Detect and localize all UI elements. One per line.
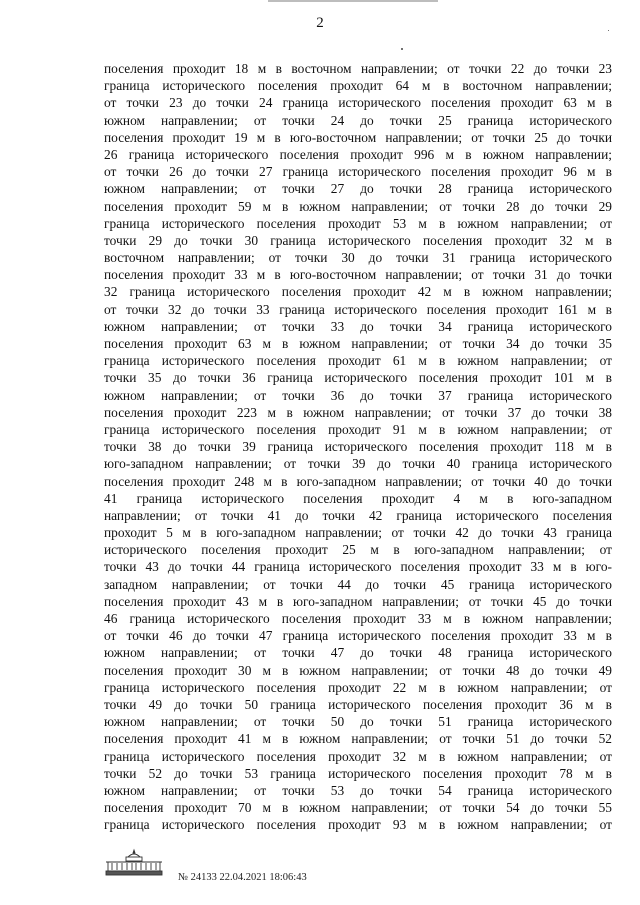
text-line: поселения проходит 33 м в юго-восточном направлении; от точки 31 до точки [104,267,612,283]
text-line: направлении; от точки 41 до точки 42 граница исторического поселения [104,507,612,523]
text-line: южном направлении; от точки 50 до точки 51 граница исторического [104,714,612,730]
text-line: юго-западном направлении; от точки 39 до точки 40 граница исторического [104,456,612,472]
text-line: западном направлении; от точки 44 до точки 45 граница исторического [104,576,612,592]
text-line: южном направлении; от точки 33 до точки 34 граница исторического [104,318,612,334]
text-line: граница исторического поселения проходит 64 м в восточном направлении; [104,78,612,94]
text-line: поселения проходит 18 м в восточном направлении; от точки 22 до точки 23 [104,61,612,76]
text-line: 46 граница исторического поселения проходит 33 м в южном направлении; [104,611,612,626]
text-line: южном направлении; от точки 27 до точки 28 граница исторического [104,181,612,197]
text-line: от точки 26 до точки 27 граница исторического поселения проходит 96 м в [104,164,612,180]
text-line: от точки 23 до точки 24 граница исторического поселения проходит 63 м в [104,95,612,111]
text-line: восточном направлении; от точки 30 до точки 31 граница исторического [104,250,612,266]
text-line: 41 граница исторического поселения проходит 4 м в юго-западном [104,490,612,506]
text-line: южном направлении; от точки 53 до точки 54 граница исторического [104,782,612,798]
scan-edge-mark [268,0,438,2]
text-line: граница исторического поселения проходит 32 м в южном направлении; от [104,748,612,764]
text-line: граница исторического поселения проходит 53 м в южном направлении; от [104,215,612,231]
text-line: исторического поселения проходит 25 м в юго-западном направлении; от [104,542,612,558]
text-line: поселения проходит 63 м в южном направлении; от точки 34 до точки 35 [104,336,612,351]
text-line: южном направлении; от точки 47 до точки 48 граница исторического [104,645,612,661]
text-line: поселения проходит 223 м в южном направлении; от точки 37 до точки 38 [104,404,612,420]
text-line: точки 35 до точки 36 граница исторического поселения проходит 101 м в [104,370,612,386]
text-line: поселения проходит 70 м в южном направлении; от точки 54 до точки 55 [104,800,612,816]
government-building-stamp-icon [104,848,164,878]
text-line: поселения проходит 59 м в южном направлении; от точки 28 до точки 29 [104,198,612,214]
text-line: точки 38 до точки 39 граница исторического поселения проходит 118 м в [104,439,612,455]
text-line: точки 49 до точки 50 граница исторического поселения проходит 36 м в [104,696,612,712]
text-line: от точки 32 до точки 33 граница исторического поселения проходит 161 м в [104,301,612,317]
text-line: 32 граница исторического поселения проходит 42 м в южном направлении; [104,284,612,300]
document-footer [104,848,424,888]
text-line: граница исторического поселения проходит 61 м в южном направлении; от [104,353,612,369]
text-line: граница исторического поселения проходит 22 м в южном направлении; от [104,679,612,695]
document-registration-stamp: № 24133 22.04.2021 18:06:43 [178,872,307,883]
text-line: южном направлении; от точки 24 до точки 25 граница исторического [104,112,612,128]
text-line: поселения проходит 248 м в юго-западном направлении; от точки 40 до точки [104,473,612,489]
text-line: точки 29 до точки 30 граница исторического поселения проходит 32 м в [104,232,612,248]
text-line: 26 граница исторического поселения проходит 996 м в южном направлении; [104,146,612,162]
text-line: от точки 46 до точки 47 граница исторического поселения проходит 33 м в [104,628,612,644]
text-line: южном направлении; от точки 36 до точки 37 граница исторического [104,387,612,403]
text-line: точки 52 до точки 53 граница исторического поселения проходит 78 м в [104,765,612,781]
text-line: поселения проходит 41 м в южном направлении; от точки 51 до точки 52 [104,731,612,747]
text-line: поселения проходит 19 м в юго-восточном направлении; от точки 25 до точки [104,129,612,145]
text-line: граница исторического поселения проходит 91 м в южном направлении; от [104,421,612,437]
text-line: точки 43 до точки 44 граница исторического поселения проходит 33 м в юго- [104,559,612,575]
scan-speck [608,30,609,31]
document-body [104,60,612,833]
text-line: граница исторического поселения проходит 93 м в южном направлении; от [104,817,612,833]
text-line: поселения проходит 43 м в юго-западном направлении; от точки 45 до точки [104,593,612,609]
scan-speck [401,48,403,50]
text-line: проходит 5 м в юго-западном направлении; от точки 42 до точки 43 граница [104,525,612,541]
page-number: 2 [316,15,324,31]
text-line: поселения проходит 30 м в южном направлении; от точки 48 до точки 49 [104,662,612,678]
